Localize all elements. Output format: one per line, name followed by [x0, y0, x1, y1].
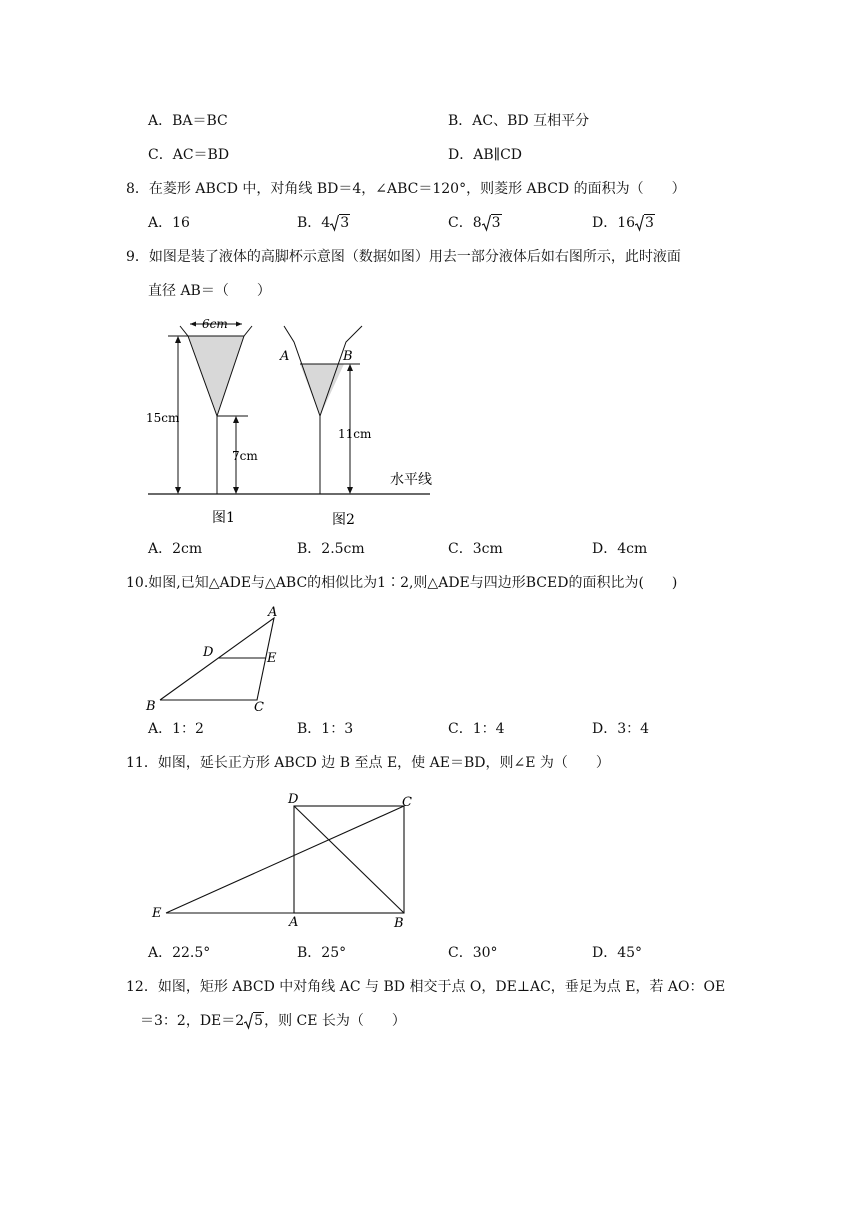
- q11-option-b: B．25°: [297, 945, 347, 961]
- fig9-top-width-label: 6cm: [202, 317, 228, 331]
- q11-option-d: D．45°: [592, 945, 643, 961]
- fig9-caption-2: 图2: [332, 512, 355, 528]
- q8-option-d: [592, 214, 655, 232]
- fig10-label-d: D: [203, 645, 214, 660]
- sqrt-symbol: [330, 214, 350, 232]
- fig9-caption-1: 图1: [212, 510, 235, 526]
- q12-question-line2: [140, 1012, 406, 1030]
- q8-question: 8．在菱形 ABCD 中，对角线 BD＝4，∠ABC＝120°，则菱形 ABCD 的面积为（ ）: [126, 181, 686, 197]
- fig11-label-b: B: [394, 916, 404, 931]
- q12-line2-prefix: ＝3：2，DE＝2: [140, 1013, 245, 1029]
- fig9-stem-label: 7cm: [232, 449, 258, 463]
- fig11-label-d: D: [288, 792, 299, 807]
- square-figure: [140, 786, 430, 932]
- fig9-height2-label: 11cm: [338, 427, 372, 441]
- q10-option-b: B．1：3: [297, 721, 354, 737]
- fig9-label-b: B: [343, 349, 353, 364]
- q10-question: 10.如图,已知△ADE与△ABC的相似比为1∶2,则△ADE与四边形BCED的面积比为( ): [126, 575, 678, 591]
- q9-question-line2: 直径 AB＝（ ）: [148, 283, 271, 299]
- q8-option-b-prefix: B．4: [297, 215, 331, 231]
- fig9-height1-label: 15cm: [146, 411, 180, 425]
- triangle-figure: [140, 596, 300, 718]
- q9-option-b: B．2.5cm: [297, 541, 365, 557]
- q12-radicand: 5: [254, 1013, 264, 1029]
- q7-option-b: B．AC、BD 互相平分: [448, 113, 590, 129]
- q8-option-d-prefix: D．16: [592, 215, 636, 231]
- q8-option-c-prefix: C．8: [448, 215, 482, 231]
- fig9-horizon-label: 水平线: [390, 472, 432, 488]
- q12-line2-suffix: ，则 CE 长为（ ）: [264, 1013, 406, 1029]
- q11-option-a: A．22.5°: [148, 945, 211, 961]
- q7-option-c: C．AC＝BD: [148, 147, 230, 163]
- q12-question-line1: 12．如图，矩形 ABCD 中对角线 AC 与 BD 相交于点 O，DE⊥AC，垂足为点 E，若 AO：OE: [126, 979, 726, 995]
- q9-option-d: D．4cm: [592, 541, 648, 557]
- sqrt-symbol: [482, 214, 502, 232]
- fig10-label-b: B: [146, 699, 156, 714]
- q8-radicand: 3: [491, 215, 501, 231]
- q9-option-c: C．3cm: [448, 541, 503, 557]
- fig11-label-c: C: [402, 795, 412, 810]
- q8-option-a: A．16: [148, 215, 190, 231]
- q11-question: 11．如图，延长正方形 ABCD 边 B 至点 E，使 AE＝BD，则∠E 为（ ）: [126, 755, 610, 771]
- q9-option-a: A．2cm: [148, 541, 203, 557]
- fig10-label-c: C: [254, 700, 264, 715]
- q8-option-b: [297, 214, 350, 232]
- q8-option-c: [448, 214, 502, 232]
- fig9-label-a: A: [280, 349, 290, 364]
- sqrt-symbol: [635, 214, 655, 232]
- q9-question-line1: 9．如图是装了液体的高脚杯示意图（数据如图）用去一部分液体后如右图所示，此时液面: [126, 249, 681, 265]
- sqrt-symbol: [244, 1012, 264, 1030]
- q10-option-c: C．1：4: [448, 721, 505, 737]
- fig10-label-a: A: [268, 605, 278, 620]
- q10-option-d: D．3：4: [592, 721, 650, 737]
- q10-option-a: A．1：2: [148, 721, 204, 737]
- q8-radicand: 3: [340, 215, 350, 231]
- fig10-label-e: E: [267, 651, 277, 666]
- goblet-figure: [140, 312, 450, 532]
- q8-radicand: 3: [645, 215, 654, 231]
- q7-option-a: A．BA＝BC: [148, 113, 228, 129]
- fig11-label-a: A: [289, 915, 299, 930]
- q11-option-c: C．30°: [448, 945, 498, 961]
- fig11-label-e: E: [152, 906, 162, 921]
- q7-option-d: D．AB∥CD: [448, 147, 523, 163]
